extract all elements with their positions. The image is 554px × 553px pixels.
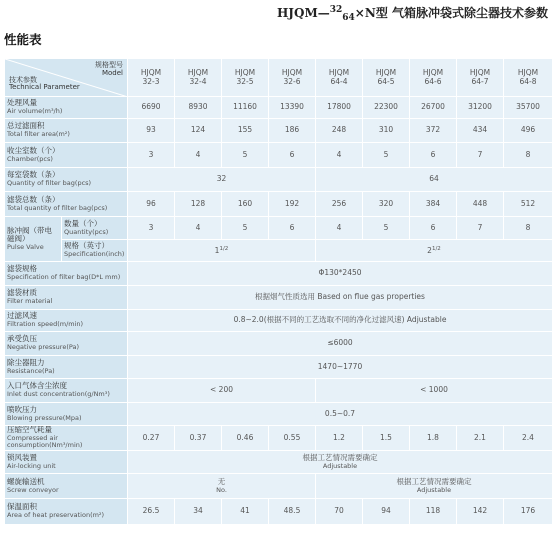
document-title: HJQM—$^{32}_{64}$×N型 气箱脉冲袋式除尘器技术参数	[276, 5, 548, 23]
value-cell: 176	[503, 498, 552, 524]
value-cell: 310	[362, 118, 409, 142]
value-cell: 128	[174, 191, 221, 216]
value-cell: 8	[503, 216, 552, 239]
row-filter-area	[4, 118, 552, 142]
row-filtration-speed	[4, 309, 552, 331]
value-cell: 93	[127, 118, 174, 142]
value-cell: 22300	[362, 96, 409, 118]
model-header: HJQM 32-4	[174, 58, 221, 96]
row-label: 保温面积 Area of heat preservation(m²)	[4, 498, 127, 524]
value-cell: 6	[268, 142, 315, 167]
row-label: 承受负压 Negative pressure(Pa)	[4, 331, 127, 355]
value-cell: 496	[503, 118, 552, 142]
value-cell: 248	[315, 118, 362, 142]
row-total-bags	[4, 191, 552, 216]
row-resistance	[4, 355, 552, 378]
value-cell: 13390	[268, 96, 315, 118]
value-cell: 4	[174, 216, 221, 239]
model-header: HJQM 32-3	[127, 58, 174, 96]
value-cell: 4	[315, 216, 362, 239]
value-cell: ≤6000	[127, 331, 552, 355]
value-cell: 0.27	[127, 425, 174, 450]
value-cell: 8930	[174, 96, 221, 118]
model-header: HJQM 64-5	[362, 58, 409, 96]
row-label: 收尘室数（个） Chamber(pcs)	[4, 142, 127, 167]
value-cell: 6	[268, 216, 315, 239]
value-cell: 256	[315, 191, 362, 216]
row-bag-spec	[4, 261, 552, 285]
value-cell: 2.1	[456, 425, 503, 450]
row-filter-material	[4, 285, 552, 309]
value-cell: 4	[174, 142, 221, 167]
value-cell: 3	[127, 216, 174, 239]
value-cell: 2.4	[503, 425, 552, 450]
value-cell: 无 No.	[127, 473, 315, 498]
row-negative-pressure	[4, 331, 552, 355]
value-cell: 3	[127, 142, 174, 167]
value-cell: 7	[456, 216, 503, 239]
row-chamber	[4, 142, 552, 167]
model-header-label: 规格型号 Model	[95, 61, 123, 77]
value-cell: 372	[409, 118, 456, 142]
model-header: HJQM 32-6	[268, 58, 315, 96]
model-header: HJQM 64-7	[456, 58, 503, 96]
header-row	[4, 58, 552, 96]
value-cell: 434	[456, 118, 503, 142]
spec-table	[4, 58, 552, 524]
row-label: 入口气体含尘浓度 Inlet dust concentration(g/Nm³)	[4, 378, 127, 402]
value-cell: 1.2	[315, 425, 362, 450]
value-cell: 1470~1770	[127, 355, 552, 378]
value-cell: 0.8~2.0(根据不同的工艺选取不同的净化过滤风速) Adjustable	[127, 309, 552, 331]
value-cell: 0.5~0.7	[127, 402, 552, 425]
value-cell: Φ130*2450	[127, 261, 552, 285]
value-cell: < 200	[127, 378, 315, 402]
value-cell: 35700	[503, 96, 552, 118]
value-cell: 6	[409, 216, 456, 239]
row-air-locking	[4, 450, 552, 473]
value-cell: 17800	[315, 96, 362, 118]
value-cell: 96	[127, 191, 174, 216]
row-label: 滤袋材质 Filter material	[4, 285, 127, 309]
value-cell: 26700	[409, 96, 456, 118]
row-screw-conveyor	[4, 473, 552, 498]
row-label: 滤袋总数（条） Total quantity of filter bag(pcs)	[4, 191, 127, 216]
value-cell: 根据烟气性质选用 Based on flue gas properties	[127, 285, 552, 309]
row-label: 滤袋规格 Specification of filter bag(D*L mm)	[4, 261, 127, 285]
section-title: 性能表	[4, 32, 42, 47]
value-cell: 186	[268, 118, 315, 142]
row-heat-preservation	[4, 498, 552, 524]
row-bags-per-chamber	[4, 167, 552, 191]
value-cell: 118	[409, 498, 456, 524]
row-inlet-dust	[4, 378, 552, 402]
value-cell: 192	[268, 191, 315, 216]
value-cell: 根据工艺情况需要确定 Adjustable	[127, 450, 552, 473]
header-diagonal-cell	[4, 58, 127, 96]
value-cell: 26.5	[127, 498, 174, 524]
value-cell: 6	[409, 142, 456, 167]
value-cell: 448	[456, 191, 503, 216]
value-cell: 7	[456, 142, 503, 167]
value-cell: 根据工艺情况需要确定 Adjustable	[315, 473, 552, 498]
row-label: 除尘器阻力 Resistance(Pa)	[4, 355, 127, 378]
value-cell: 94	[362, 498, 409, 524]
value-cell: 5	[362, 216, 409, 239]
model-header: HJQM 64-8	[503, 58, 552, 96]
value-cell: 320	[362, 191, 409, 216]
row-blowing-pressure	[4, 402, 552, 425]
value-cell: 41	[221, 498, 268, 524]
value-cell: 5	[362, 142, 409, 167]
row-label: 锁风装置 Air-locking unit	[4, 450, 127, 473]
value-cell: 32	[127, 167, 315, 191]
value-cell: 4	[315, 142, 362, 167]
row-air-consumption	[4, 425, 552, 450]
value-cell: $1^{1/2}$	[127, 239, 315, 261]
model-header: HJQM 32-5	[221, 58, 268, 96]
row-label: 过滤风速 Filtration speed(m/min)	[4, 309, 127, 331]
value-cell: 64	[315, 167, 552, 191]
value-cell: 384	[409, 191, 456, 216]
row-label: 总过滤面积 Total filter area(m²)	[4, 118, 127, 142]
value-cell: 6690	[127, 96, 174, 118]
model-header: HJQM 64-6	[409, 58, 456, 96]
row-label: 喷吹压力 Blowing pressure(Mpa)	[4, 402, 127, 425]
value-cell: 34	[174, 498, 221, 524]
value-cell: 0.37	[174, 425, 221, 450]
sub-label: 规格（英寸） Specification(inch)	[61, 239, 127, 261]
value-cell: 142	[456, 498, 503, 524]
value-cell: 155	[221, 118, 268, 142]
value-cell: 31200	[456, 96, 503, 118]
value-cell: < 1000	[315, 378, 552, 402]
value-cell: $2^{1/2}$	[315, 239, 552, 261]
row-label: 每室袋数（条） Quantity of filter bag(pcs)	[4, 167, 127, 191]
value-cell: 0.46	[221, 425, 268, 450]
value-cell: 160	[221, 191, 268, 216]
value-cell: 0.55	[268, 425, 315, 450]
row-label: 处理风量 Air volume(m³/h)	[4, 96, 127, 118]
model-header: HJQM 64-4	[315, 58, 362, 96]
row-air-volume	[4, 96, 552, 118]
value-cell: 48.5	[268, 498, 315, 524]
value-cell: 5	[221, 216, 268, 239]
value-cell: 512	[503, 191, 552, 216]
row-label: 脉冲阀（带电磁阀） Pulse Valve	[4, 216, 61, 261]
value-cell: 124	[174, 118, 221, 142]
row-label: 螺旋输送机 Screw conveyor	[4, 473, 127, 498]
sub-label: 数量（个） Quantity(pcs)	[61, 216, 127, 239]
row-pulse-valve-quantity	[4, 216, 552, 239]
value-cell: 8	[503, 142, 552, 167]
value-cell: 1.8	[409, 425, 456, 450]
value-cell: 11160	[221, 96, 268, 118]
value-cell: 5	[221, 142, 268, 167]
row-label: 压缩空气耗量 Compressed air consumption(Nm³/min)	[4, 425, 127, 450]
row-pulse-valve-size	[4, 239, 552, 261]
value-cell: 1.5	[362, 425, 409, 450]
param-header-label: 技术参数 Technical Parameter	[9, 75, 80, 92]
value-cell: 70	[315, 498, 362, 524]
